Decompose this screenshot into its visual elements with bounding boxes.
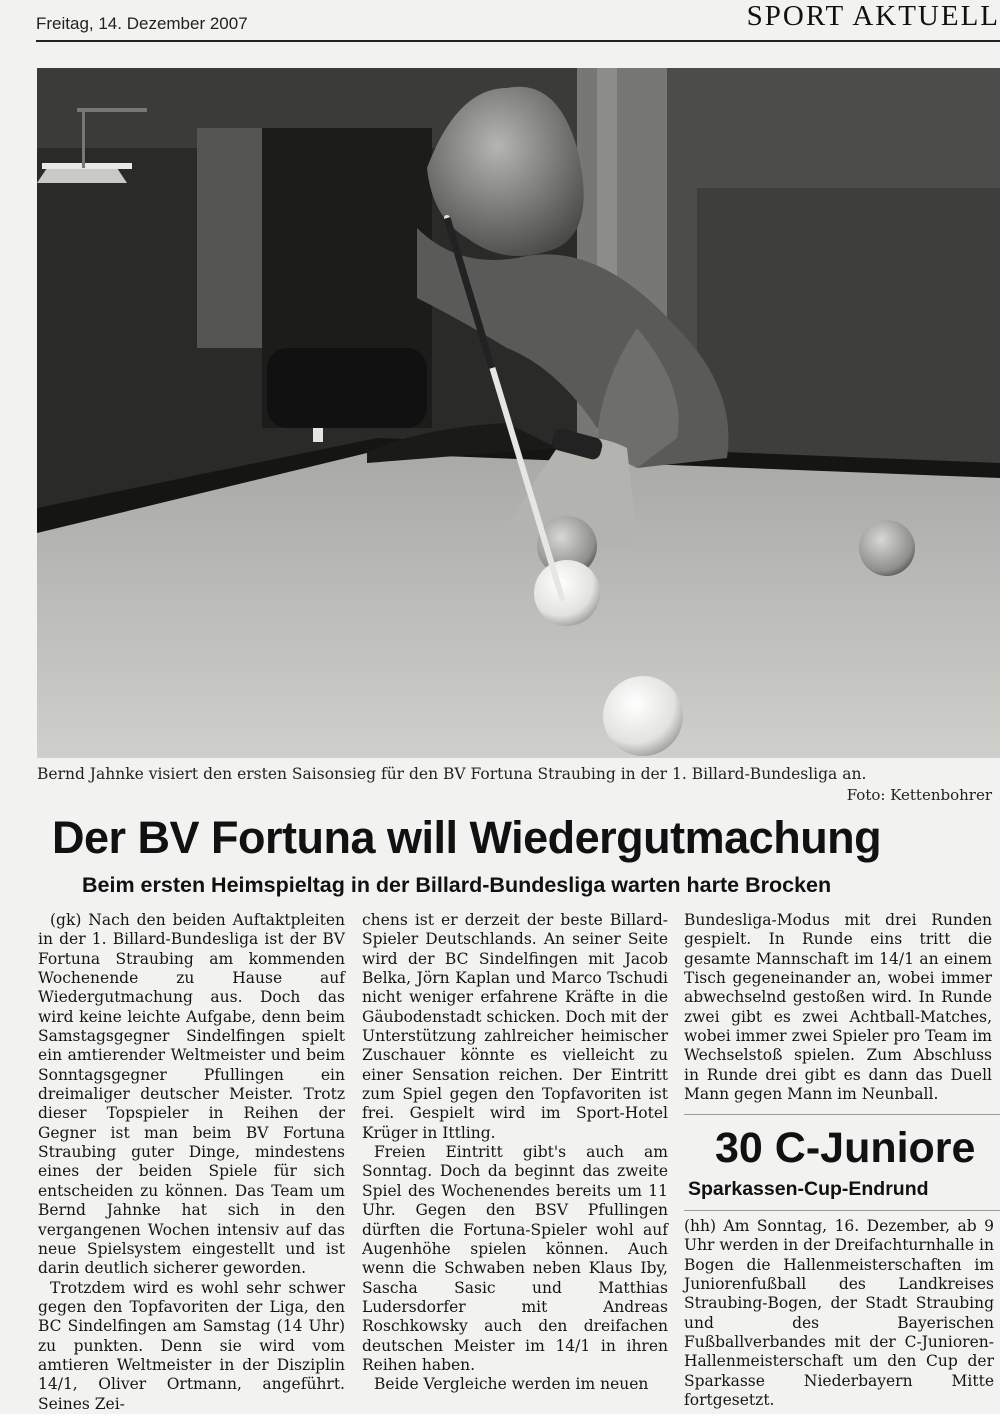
article-column-2 — [362, 911, 668, 1395]
article-headline: Der BV Fortuna will Wiedergutmachung — [52, 812, 882, 863]
sidebar-rule-top — [684, 1114, 1000, 1115]
paragraph: (gk) Nach den beiden Auftaktpleiten in der 1. Billard-Bundesliga ist der BV Fortuna Straubing am kommenden Wochenende zu Hause auf Wiedergutmachung aus. Doch das wird keine leichte Aufgabe, denn beim Samstagsgegner Sindelfingen spielt ein amtierender Weltmeister und beim Sonntagsgegner Pfullingen ein dreimaliger deutscher Meister. Trotz dieser Topspieler in Reihen der Gegner ist man beim BV Fortuna Straubing guter Dinge, mindestens eines der beiden Spiele für sich entscheiden zu können. Das Team um Bernd Jahnke hat sich in den vergangenen Wochen intensiv auf das neue Spielsystem eingestellt und ist darin deutlich sicherer geworden. — [38, 911, 345, 1278]
paragraph: Trotzdem wird es wohl sehr schwer gegen den Topfavoriten der Liga, den BC Sindelfingen am Samstag (14 Uhr) zu punkten. Denn sie wird vom amtieren Weltmeister in der Disziplin 14/1, Oliver Ortmann, angeführt. Seines Zei- — [38, 1278, 345, 1413]
paragraph: (hh) Am Sonntag, 16. Dezember, ab 9 Uhr werden in der Dreifachturnhalle in Bogen die Hallenmeisterschaften im Juniorenfußball des Landkreises Straubing-Bogen, der Stadt Straubing und des Bayerischen Fußballverbandes mit der C-Junioren-Hallenmeisterschaft um den Cup der Sparkasse Niederbayern Mitte fortgesetzt. — [684, 1217, 994, 1410]
sidebar-headline: 30 C-Juniore — [715, 1124, 976, 1172]
article-column-3 — [684, 911, 992, 1104]
article-photo — [37, 68, 1000, 758]
article-column-1 — [38, 911, 345, 1414]
paragraph: chens ist er derzeit der beste Billard-Spieler Deutschlands. An seiner Seite wird der BC Sindelfingen mit Jacob Belka, Jörn Kaplan und Marco Tschudi nicht weniger erfahrene Kräfte in die Gäubodenstadt schicken. Doch mit der Unterstützung zahlreicher heimischer Zuschauer könnte es vielleicht zu einer Sensation reichen. Der Eintritt zum Spiel gegen den Topfavoriten ist frei. Gespielt wird im Sport-Hotel Krüger in Ittling. — [362, 911, 668, 1142]
billiard-player-photo — [37, 68, 1000, 758]
photo-credit: Foto: Kettenbohrer — [846, 786, 992, 804]
section-title: SPORT AKTUELL — [746, 0, 1000, 32]
photo-caption: Bernd Jahnke visiert den ersten Saisonsieg für den BV Fortuna Straubing in der 1. Billard-Bundesliga an. — [37, 765, 867, 783]
paragraph: Freien Eintritt gibt's auch am Sonntag. Doch da beginnt das zweite Spiel des Wochenendes bereits um 11 Uhr. Gegen den BSV Pfullingen dürften die Fortuna-Spieler wohl auf Augenhöhe spielen können. Auch wenn die Schwaben neben Klaus Iby, Sascha Sasic und Matthias Ludersdorfer mit Andreas Roschkowsky auch den dreifachen deutschen Meister im 14/1 in ihren Reihen haben. — [362, 1143, 668, 1374]
sidebar-subheadline: Sparkassen-Cup-Endrund — [688, 1178, 929, 1200]
header-rule — [36, 40, 1000, 42]
issue-date: Freitag, 14. Dezember 2007 — [36, 14, 248, 33]
paragraph: Beide Vergleiche werden im neuen — [374, 1375, 649, 1394]
sidebar-rule-bottom — [684, 1210, 1000, 1211]
paragraph: Bundesliga-Modus mit drei Runden gespielt. In Runde eins tritt die gesamte Mannschaft im 14/1 an einem Tisch gegeneinander an, wobei immer abwechselnd gestoßen wird. In Runde zwei gibt es zwei Achtball-Matches, wobei immer zwei Spieler pro Team im Wechselstoß spielen. Zum Abschluss in Runde drei gibt es dann das Duell Mann gegen Mann im Neunball. — [684, 911, 992, 1104]
article-subheadline: Beim ersten Heimspieltag in der Billard-Bundesliga warten harte Brocken — [82, 873, 832, 897]
sidebar-text — [684, 1217, 994, 1410]
